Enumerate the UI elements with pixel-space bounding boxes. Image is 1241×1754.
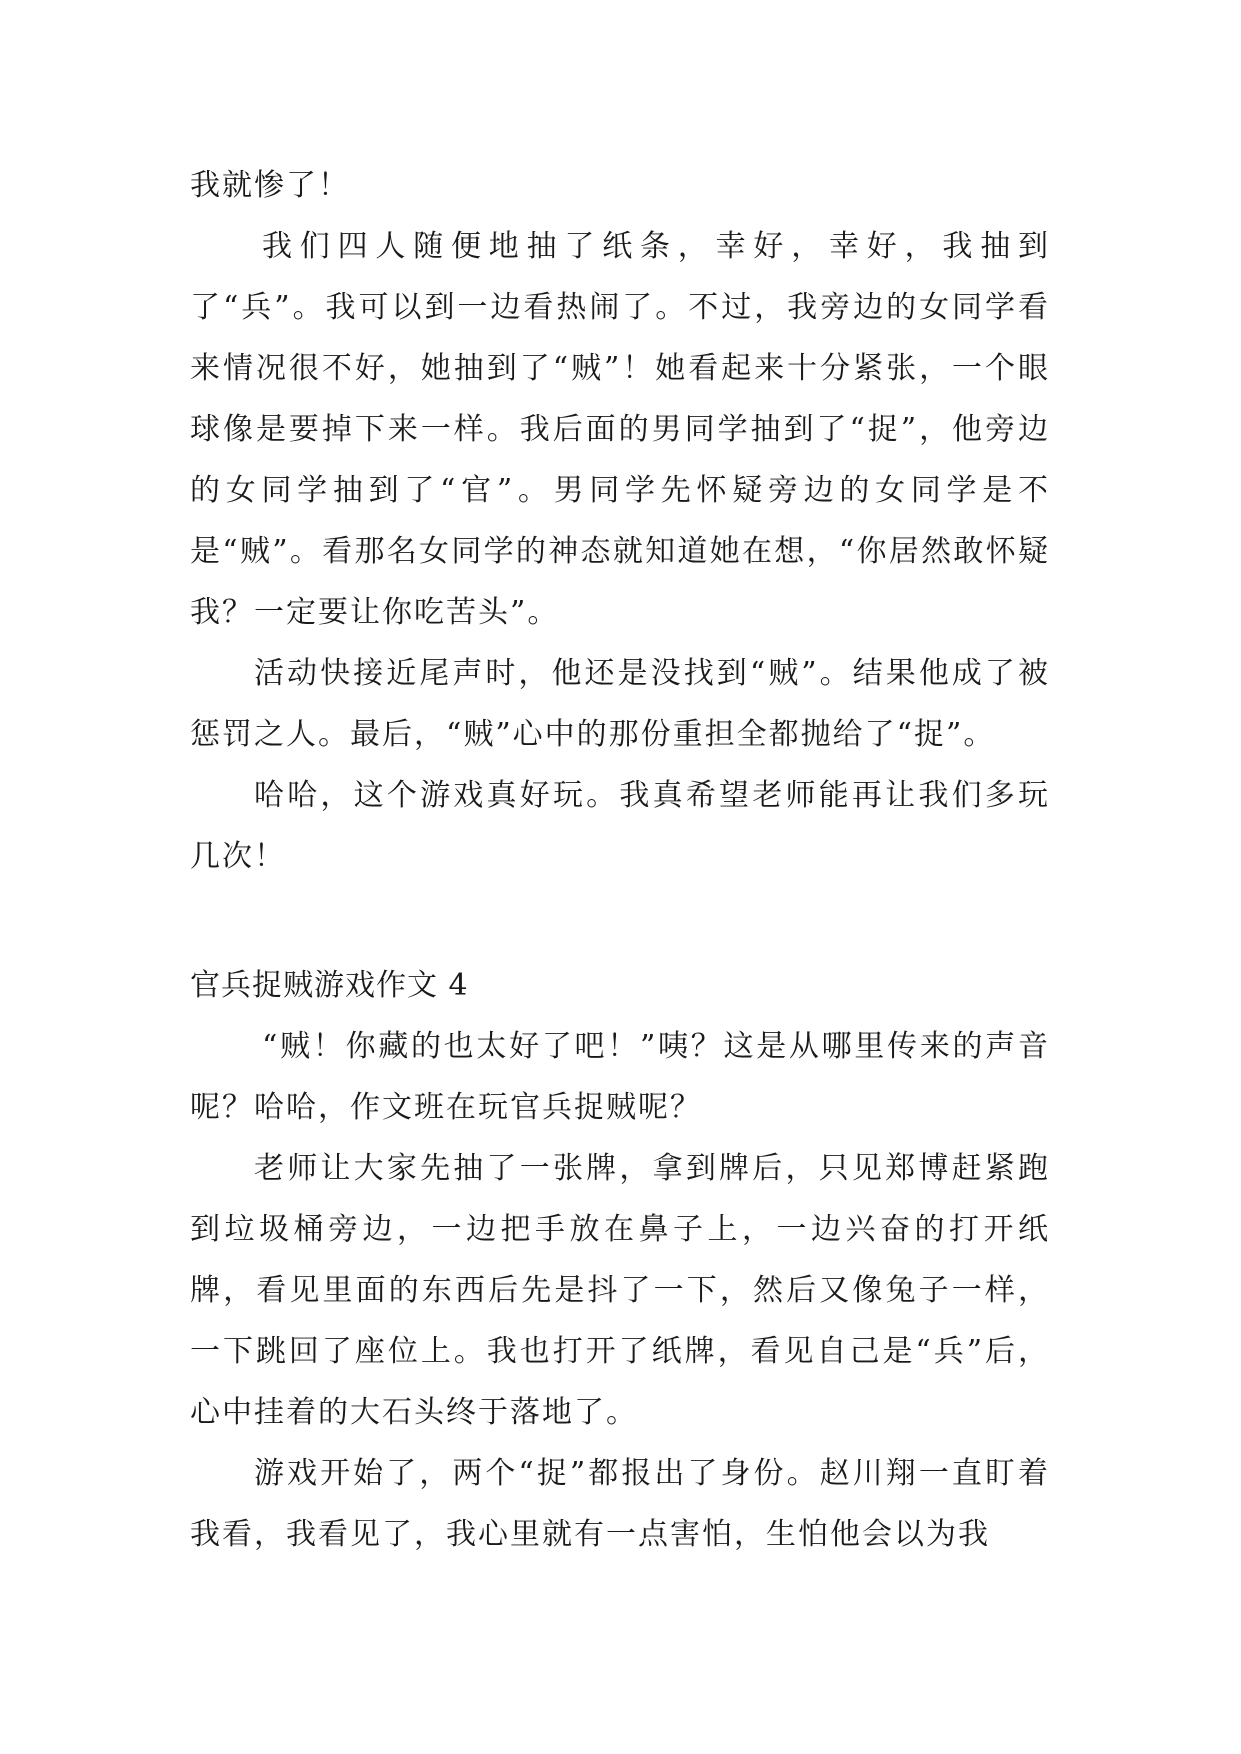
- section-heading: 官兵捉贼游戏作文 4: [190, 968, 469, 1003]
- essay-body: [190, 155, 1050, 1565]
- paragraph: “贼！你藏的也太好了吧！”咦？这是从哪里传来的声音呢？哈哈，作文班在玩官兵捉贼呢？: [190, 1029, 1050, 1125]
- paragraph: 游戏开始了，两个“捉”都报出了身份。赵川翔一直盯着我看，我看见了，我心里就有一点害怕，生怕他会以为我: [190, 1456, 1050, 1552]
- paragraph-continuation: 我就惨了！: [190, 168, 350, 203]
- paragraph: 活动快接近尾声时，他还是没找到“贼”。结果他成了被惩罚之人。最后，“贼”心中的那份重担全都抛给了“捉”。: [190, 656, 1050, 752]
- paragraph: 老师让大家先抽了一张牌，拿到牌后，只见郑博赶紧跑到垃圾桶旁边，一边把手放在鼻子上，一边兴奋的打开纸牌，看见里面的东西后先是抖了一下，然后又像兔子一样，一下跳回了座位上。我也打开了纸牌，看见自己是“兵”后，心中挂着的大石头终于落地了。: [190, 1151, 1050, 1430]
- paragraph: 我们四人随便地抽了纸条，幸好，幸好，我抽到了“兵”。我可以到一边看热闹了。不过，我旁边的女同学看来情况很不好，她抽到了“贼”！她看起来十分紧张，一个眼球像是要掉下来一样。我后面的男同学抽到了“捉”，他旁边的女同学抽到了“官”。男同学先怀疑旁边的女同学是不是“贼”。看那名女同学的神态就知道她在想，“你居然敢怀疑我？一定要让你吃苦头”。: [190, 229, 1050, 630]
- paragraph: 哈哈，这个游戏真好玩。我真希望老师能再让我们多玩几次！: [190, 778, 1050, 874]
